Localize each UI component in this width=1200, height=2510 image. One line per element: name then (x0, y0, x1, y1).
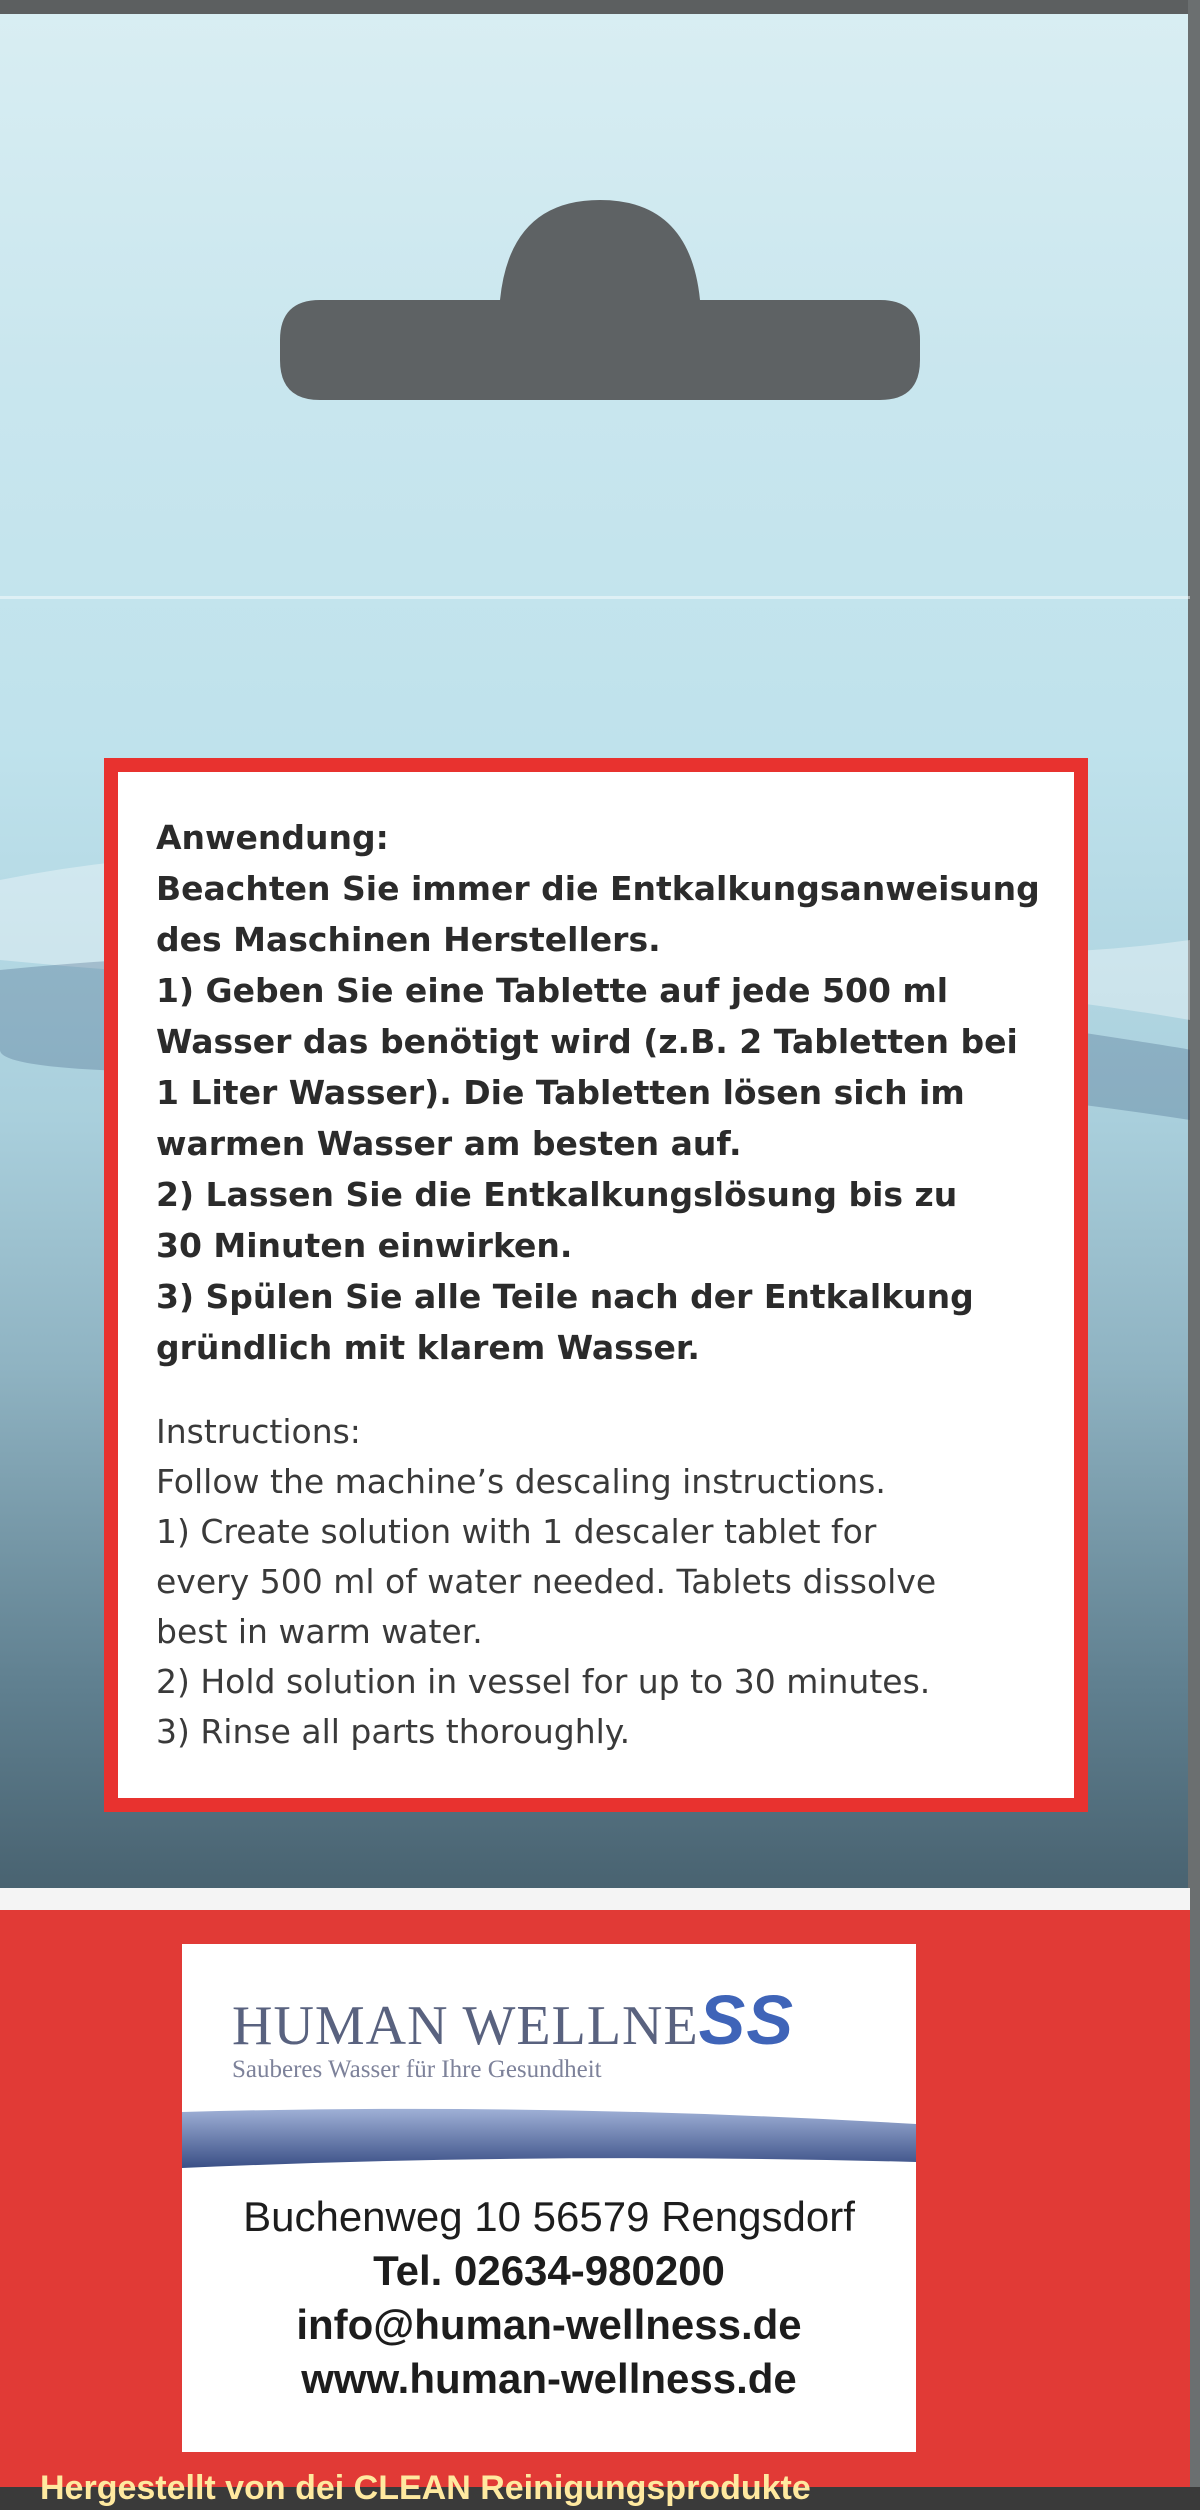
en-line: Follow the machine’s descaling instructions. (156, 1462, 886, 1501)
brand-tagline: Sauberes Wasser für Ihre Gesundheit (232, 2056, 602, 2083)
instructions-panel (104, 758, 1088, 1812)
contact-card (182, 1944, 916, 2452)
bottom-cut-text: Hergestellt von dei CLEAN Reinigungsprodukte (40, 2469, 811, 2507)
de-line: 2) Lassen Sie die Entkalkungslösung bis zu (156, 1175, 958, 1214)
en-line: Instructions: (156, 1412, 361, 1451)
contact-info (182, 2190, 916, 2406)
de-line: Wasser das benötigt wird (z.B. 2 Tabletten bei (156, 1022, 1018, 1061)
brand-swoosh (182, 2102, 916, 2172)
brand-name-ss: SS (698, 1981, 795, 2059)
instructions-english (156, 1407, 1054, 1757)
de-line: warmen Wasser am besten auf. (156, 1124, 742, 1163)
en-line: 1) Create solution with 1 descaler tablet for (156, 1512, 877, 1551)
de-line: Anwendung: (156, 818, 389, 857)
brand-name (232, 1981, 882, 2059)
en-line: 2) Hold solution in vessel for up to 30 minutes. (156, 1662, 931, 1701)
band-divider (0, 1888, 1190, 1910)
de-line: 1 Liter Wasser). Die Tabletten lösen sich im (156, 1073, 965, 1112)
de-line: 3) Spülen Sie alle Teile nach der Entkalkung (156, 1277, 974, 1316)
website: www.human-wellness.de (301, 2355, 797, 2402)
hang-hole (280, 200, 920, 410)
de-line: Beachten Sie immer die Entkalkungsanweisung (156, 869, 1040, 908)
de-line: gründlich mit klarem Wasser. (156, 1328, 700, 1367)
brand-logo (232, 1981, 882, 2090)
brand-name-main: HUMAN WELLNE (232, 1995, 699, 2057)
de-line: des Maschinen Herstellers. (156, 920, 661, 959)
de-line: 30 Minuten einwirken. (156, 1226, 573, 1265)
en-line: 3) Rinse all parts thoroughly. (156, 1712, 631, 1751)
de-line: 1) Geben Sie eine Tablette auf jede 500 ml (156, 971, 949, 1010)
email: info@human-wellness.de (296, 2301, 802, 2348)
instructions-german (156, 812, 1054, 1373)
fold-line (0, 596, 1190, 599)
en-line: best in warm water. (156, 1612, 483, 1651)
en-line: every 500 ml of water needed. Tablets dissolve (156, 1562, 937, 1601)
top-edge (0, 0, 1200, 14)
instructions-panel-inner (118, 772, 1074, 1798)
phone: Tel. 02634-980200 (373, 2247, 725, 2294)
address: Buchenweg 10 56579 Rengsdorf (243, 2193, 855, 2240)
